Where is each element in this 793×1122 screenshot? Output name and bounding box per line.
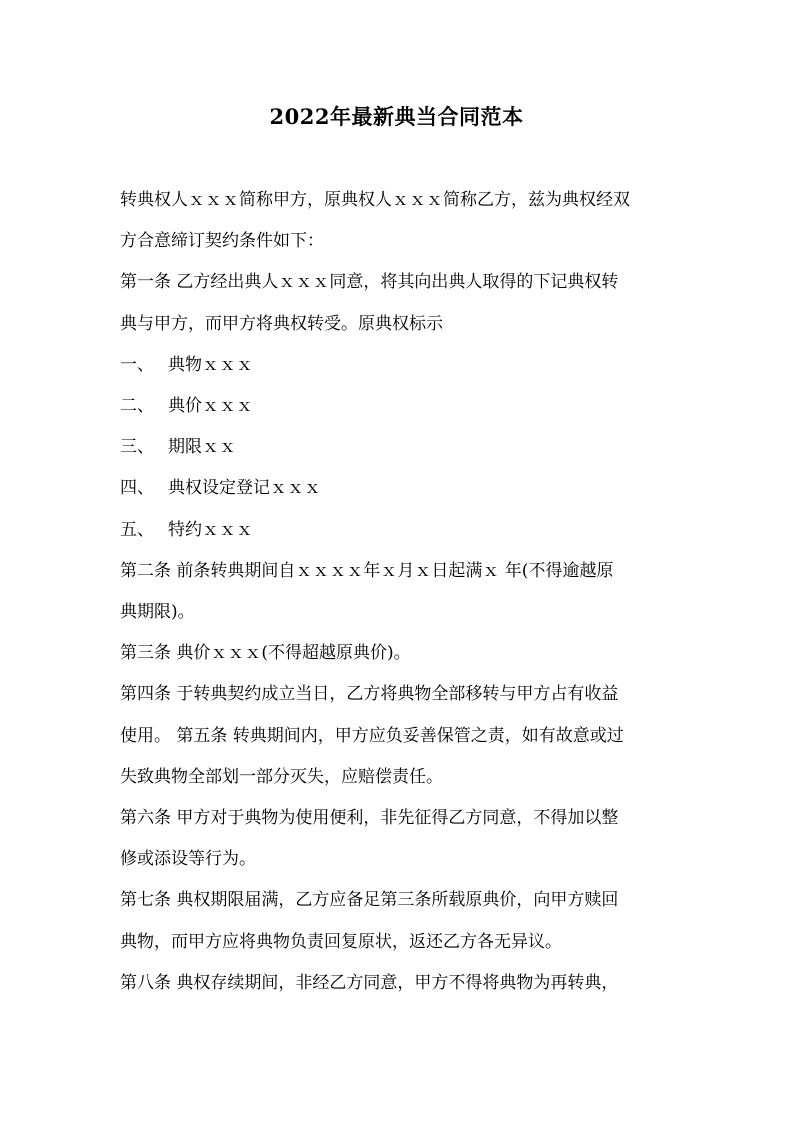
list-text: 期限ｘｘ (168, 437, 236, 458)
article-line: 第六条 甲方对于典物为使用便利，非先征得乙方同意，不得加以整 (120, 808, 619, 829)
article-line: 典物，而甲方应将典物负责回复原状，返还乙方各无异议。 (120, 931, 562, 952)
list-item (120, 386, 680, 427)
article-line: 第四条 于转典契约成立当日，乙方将典物全部移转与甲方占有收益 (120, 684, 619, 705)
article-line: 第七条 典权期限届满，乙方应备足第三条所载原典价，向甲方赎回 (120, 890, 619, 911)
article-line: 第二条 前条转典期间自ｘｘｘｘ年ｘ月ｘ日起满ｘ 年(不得逾越原 (120, 560, 614, 581)
list-marker: 四、 (120, 478, 154, 499)
list-item (120, 510, 680, 551)
list-item (120, 468, 680, 509)
document-body (120, 180, 680, 1004)
document-title: 2022年最新典当合同范本 (269, 104, 524, 129)
list-marker: 五、 (120, 519, 154, 540)
article-line: 典期限)。 (120, 602, 195, 623)
article-line: 第三条 典价ｘｘｘ(不得超越原典价)。 (120, 643, 411, 664)
list-text: 典权设定登记ｘｘｘ (168, 478, 321, 499)
article-line: 失致典物全部划一部分灭失，应赔偿责任。 (120, 766, 443, 787)
paragraph-line: 方合意缔订契约条件如下： (120, 231, 324, 252)
paragraph-line: 典与甲方，而甲方将典权转受。原典权标示 (120, 313, 443, 334)
list-text: 典价ｘｘｘ (168, 396, 253, 417)
paragraph-line: 转典权人ｘｘｘ简称甲方，原典权人ｘｘｘ简称乙方，兹为典权经双 (120, 190, 630, 210)
paragraph-line: 第一条 乙方经出典人ｘｘｘ同意，将其向出典人取得的下记典权转 (120, 272, 619, 293)
article-line: 使用。 第五条 转典期间内，甲方应负妥善保管之责，如有故意或过 (120, 725, 624, 746)
article-line: 修或添设等行为。 (120, 849, 256, 870)
list-marker: 一、 (120, 354, 154, 375)
list-item (120, 427, 680, 468)
article-line: 第八条 典权存续期间，非经乙方同意，甲方不得将典物为再转典， (120, 972, 619, 993)
list-marker: 二、 (120, 396, 154, 417)
list-marker: 三、 (120, 437, 154, 458)
list-text: 典物ｘｘｘ (168, 354, 253, 375)
list-item (120, 345, 680, 386)
list-text: 特约ｘｘｘ (168, 519, 253, 540)
